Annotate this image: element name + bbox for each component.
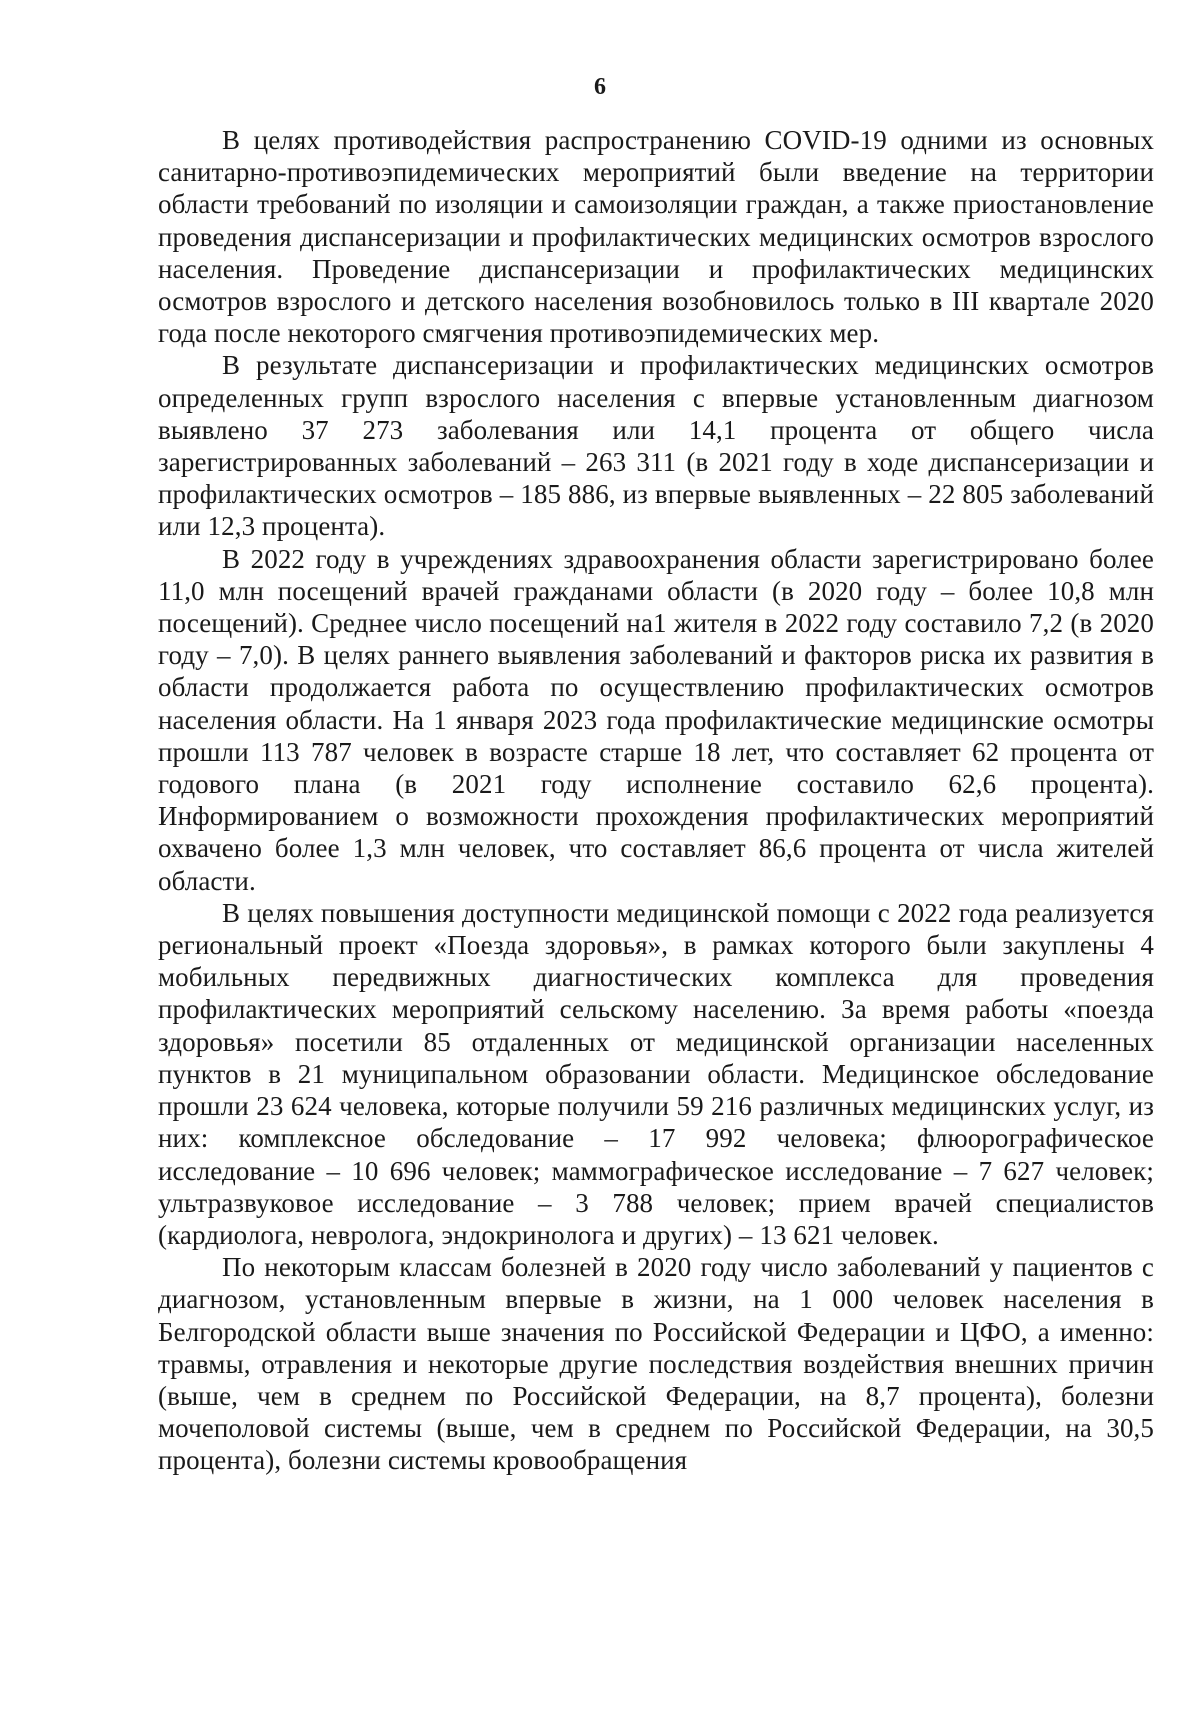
paragraph-doctor-visits: В 2022 году в учреждениях здравоохранения области зарегистрировано более 11,0 млн посещений врачей гражданами области (в 2020 году – более 10,8 млн посещений). Среднее число посещений на1 жителя в 2022 году составило 7,2 (в 2020 году – 7,0). В целях раннего выявления заболеваний и факторов риска их развития в области продолжается работа по осуществлению профилактических осмотров населения области. На 1 января 2023 года профилактические медицинские осмотры прошли 113 787 человек в возрасте старше 18 лет, что составляет 62 процента от годового плана (в 2021 году исполнение составило 62,6 процента). Информированием о возможности прохождения профилактических мероприятий охвачено более 1,3 млн человек, что составляет 86,6 процента от числа жителей области. (158, 543, 1154, 896)
paragraph-disease-classes: По некоторым классам болезней в 2020 году число заболеваний у пациентов с диагнозом, установленным впервые в жизни, на 1 000 человек населения в Белгородской области выше значения по Российской Федерации и ЦФО, а именно: травмы, отравления и некоторые другие последствия воздействия внешних причин (выше, чем в среднем по Российской Федерации, на 8,7 процента), болезни мочеполовой системы (выше, чем в среднем по Российской Федерации, на 30,5 процента), болезни системы кровообращения (158, 1252, 1154, 1476)
document-body (158, 124, 1154, 1477)
paragraph-health-trains: В целях повышения доступности медицинской помощи с 2022 года реализуется региональный проект «Поезда здоровья», в рамках которого были закуплены 4 мобильных передвижных диагностических комплекса для проведения профилактических мероприятий сельскому населению. За время работы «поезда здоровья» посетили 85 отдаленных от медицинской организации населенных пунктов в 21 муниципальном образовании области. Медицинское обследование прошли 23 624 человека, которые получили 59 216 различных медицинских услуг, из них: комплексное обследование – 17 992 человека; флюорографическое исследование – 10 696 человек; маммографическое исследование – 7 627 человек; ультразвуковое исследование – 3 788 человек; прием врачей специалистов (кардиолога, невролога, эндокринолога и других) – 13 621 человек. (158, 897, 1154, 1250)
page-number: 6 (594, 74, 606, 100)
paragraph-covid-measures: В целях противодействия распространению COVID-19 одними из основных санитарно-противоэпидемических мероприятий были введение на территории области требований по изоляции и самоизоляции граждан, а также приостановление проведения диспансеризации и профилактических медицинских осмотров взрослого населения. Проведение диспансеризации и профилактических медицинских осмотров взрослого и детского населения возобновилось только в III квартале 2020 года после некоторого смягчения противоэпидемических мер. (158, 125, 1154, 349)
paragraph-screening-results: В результате диспансеризации и профилактических медицинских осмотров определенных групп взрослого населения с впервые установленным диагнозом выявлено 37 273 заболевания или 14,1 процента от общего числа зарегистрированных заболеваний – 263 311 (в 2021 году в ходе диспансеризации и профилактических осмотров – 185 886, из впервые выявленных – 22 805 заболеваний или 12,3 процента). (158, 350, 1154, 542)
